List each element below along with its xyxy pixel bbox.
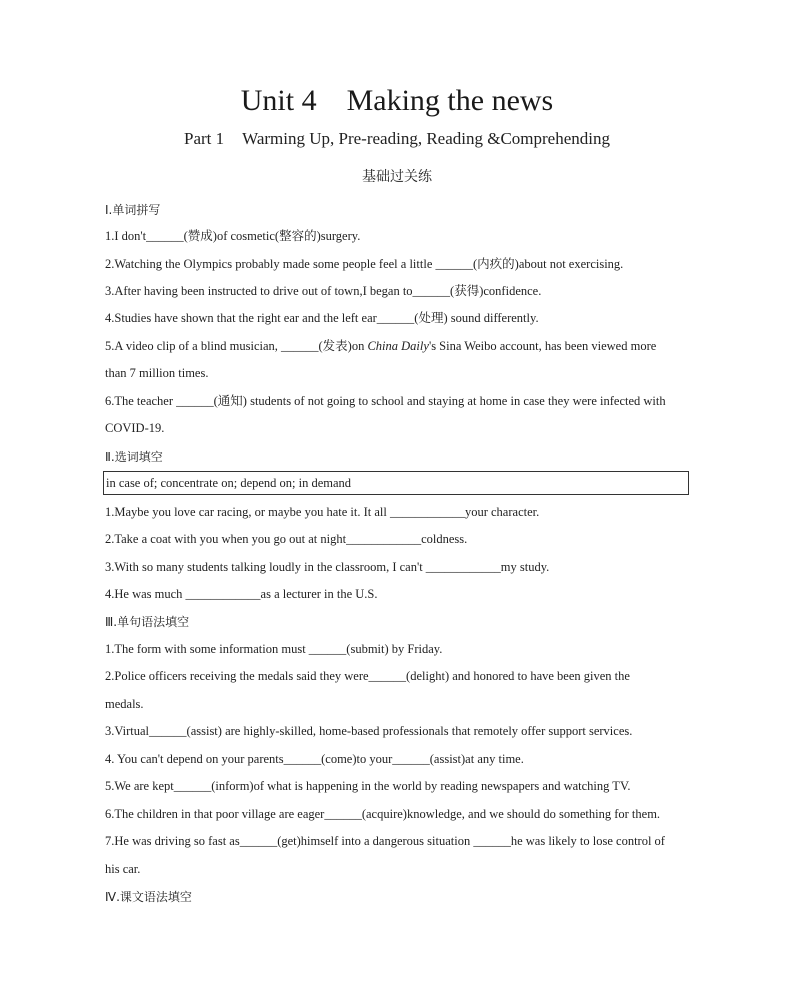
s2-question-4: 4.He was much ____________as a lecturer in the U.S. bbox=[105, 587, 378, 601]
s1-question-5-cont: than 7 million times. bbox=[105, 366, 209, 380]
s3-question-2: 2.Police officers receiving the medals said they were______(delight) and honored to have been given the bbox=[105, 669, 630, 683]
s2-question-1: 1.Maybe you love car racing, or maybe you hate it. It all ____________your character. bbox=[105, 505, 540, 519]
unit-label: Unit 4 bbox=[240, 84, 317, 117]
s1-question-2: 2.Watching the Olympics probably made some people feel a little ______(内疚的)about not exercising. bbox=[105, 257, 624, 271]
s3-question-6: 6.The children in that poor village are eager______(acquire)knowledge, and we should do something for them. bbox=[105, 807, 661, 821]
s3-question-4: 4. You can't depend on your parents______(come)to your______(assist)at any time. bbox=[105, 752, 524, 766]
s1-q5-part-b: 's Sina Weibo account, has been viewed more bbox=[428, 339, 657, 353]
s3-question-1: 1.The form with some information must ______(submit) by Friday. bbox=[105, 642, 443, 656]
section-1-heading: Ⅰ.单词拼写 bbox=[105, 203, 161, 217]
s2-question-2: 2.Take a coat with you when you go out at night____________coldness. bbox=[105, 532, 468, 546]
s3-question-7-cont: his car. bbox=[105, 862, 141, 876]
page-title bbox=[0, 84, 794, 118]
s3-question-5: 5.We are kept______(inform)of what is happening in the world by reading newspapers and watching TV. bbox=[105, 779, 631, 793]
s3-question-7: 7.He was driving so fast as______(get)himself into a dangerous situation ______he was likely to lose control of bbox=[105, 834, 665, 848]
section-subhead: 基础过关练 bbox=[362, 169, 432, 185]
unit-name: Making the news bbox=[346, 84, 554, 117]
part-name: Warming Up, Pre-reading, Reading &Comprehending bbox=[242, 129, 610, 148]
s1-question-5 bbox=[105, 338, 656, 354]
s1-question-4: 4.Studies have shown that the right ear and the left ear______(处理) sound differently. bbox=[105, 311, 539, 325]
section-4-heading: Ⅳ.课文语法填空 bbox=[105, 890, 192, 904]
section-3-heading: Ⅲ.单句语法填空 bbox=[105, 615, 190, 629]
s3-question-3: 3.Virtual______(assist) are highly-skilled, home-based professionals that remotely offer support services. bbox=[105, 724, 633, 738]
s1-question-3: 3.After having been instructed to drive out of town,I began to______(获得)confidence. bbox=[105, 284, 542, 298]
s2-question-3: 3.With so many students talking loudly in the classroom, I can't ____________my study. bbox=[105, 560, 550, 574]
s1-question-6: 6.The teacher ______(通知) students of not going to school and staying at home in case they were infected with bbox=[105, 394, 666, 408]
part-subtitle bbox=[0, 129, 794, 149]
part-label: Part 1 bbox=[184, 129, 225, 148]
word-bank-box: in case of; concentrate on; depend on; in demand bbox=[103, 471, 689, 495]
s1-question-6-cont: COVID-19. bbox=[105, 421, 165, 435]
s1-q5-italic: China Daily bbox=[367, 339, 429, 353]
s3-question-2-cont: medals. bbox=[105, 697, 144, 711]
section-2-heading: Ⅱ.选词填空 bbox=[105, 450, 163, 464]
s1-question-1: 1.I don't______(赞成)of cosmetic(整容的)surgery. bbox=[105, 229, 361, 243]
s1-q5-part-a: 5.A video clip of a blind musician, ______(发表)on bbox=[105, 339, 368, 353]
